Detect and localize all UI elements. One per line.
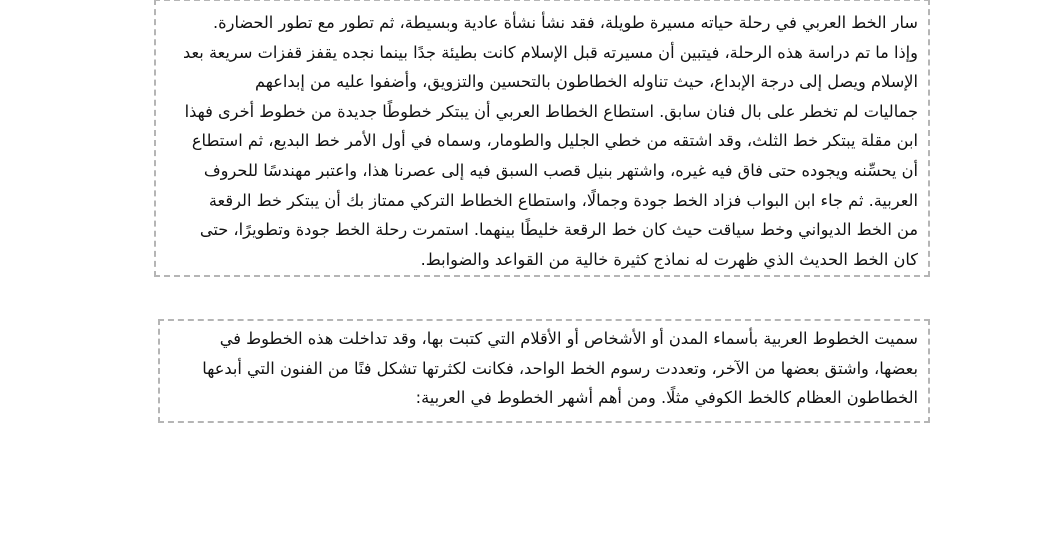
text-line: بعضها، واشتق بعضها من الآخر، وتعددت رسوم الخط الواحد، فكانت لكثرتها تشكل فنًا من الفنون التي أبدعها — [202, 358, 918, 378]
text-line: أن يحسِّنه ويجوده حتى فاق فيه غيره، واشتهر بنيل قصب السبق فيه إلى عصرنا هذا، واعتبر مهندسًا للحروف — [203, 160, 918, 180]
text-line: الخطاطون العظام كالخط الكوفي مثلًا. ومن أهم أشهر الخطوط في العربية: — [415, 388, 918, 408]
text-line: سميت الخطوط العربية بأسماء المدن أو الأشخاص أو الأقلام التي كتبت بها، وقد تداخلت هذه الخطوط في — [219, 329, 918, 348]
text-line: الإسلام ويصل إلى درجة الإبداع، حيث تناوله الخطاطون بالتحسين والتزويق، وأضفوا عليه من إبداعهم — [254, 72, 918, 92]
text-line: من الخط الديواني وخط سياقت حيث كان خط الرقعة خليطًا بينهما. استمرت رحلة الخط جودة وتطويرًا، حتى — [199, 220, 918, 240]
paragraph-names — [166, 324, 918, 413]
text-line: ابن مقلة يبتكر خط الثلث، وقد اشتقه من خطي الجليل والطومار، وسماه في أول الأمر خط البديع، ثم استطاع — [191, 131, 918, 151]
text-line: جماليات لم تخطر على بال فنان سابق. استطاع الخطاط العربي أن يبتكر خطوطًا جديدة من خطوط أخرى فهذا — [184, 101, 918, 121]
text-line: وإذا ما تم دراسة هذه الرحلة، فيتبين أن مسيرته قبل الإسلام كانت بطيئة جدًا بينما نجده يقفز قفزات سريعة بعد — [182, 42, 918, 62]
text-line: سار الخط العربي في رحلة حياته مسيرة طويلة، فقد نشأ نشأة عادية وبسيطة، ثم تطور مع تطور الحضارة. — [213, 13, 918, 32]
text-line: كان الخط الحديث الذي ظهرت له نماذج كثيرة خالية من القواعد والضوابط. — [420, 249, 918, 269]
text-line: العربية. ثم جاء ابن البواب فزاد الخط جودة وجمالًا، واستطاع الخطاط التركي ممتاز بك أن يبتكر خط الرقعة — [208, 190, 918, 210]
paragraph-history — [166, 8, 918, 274]
